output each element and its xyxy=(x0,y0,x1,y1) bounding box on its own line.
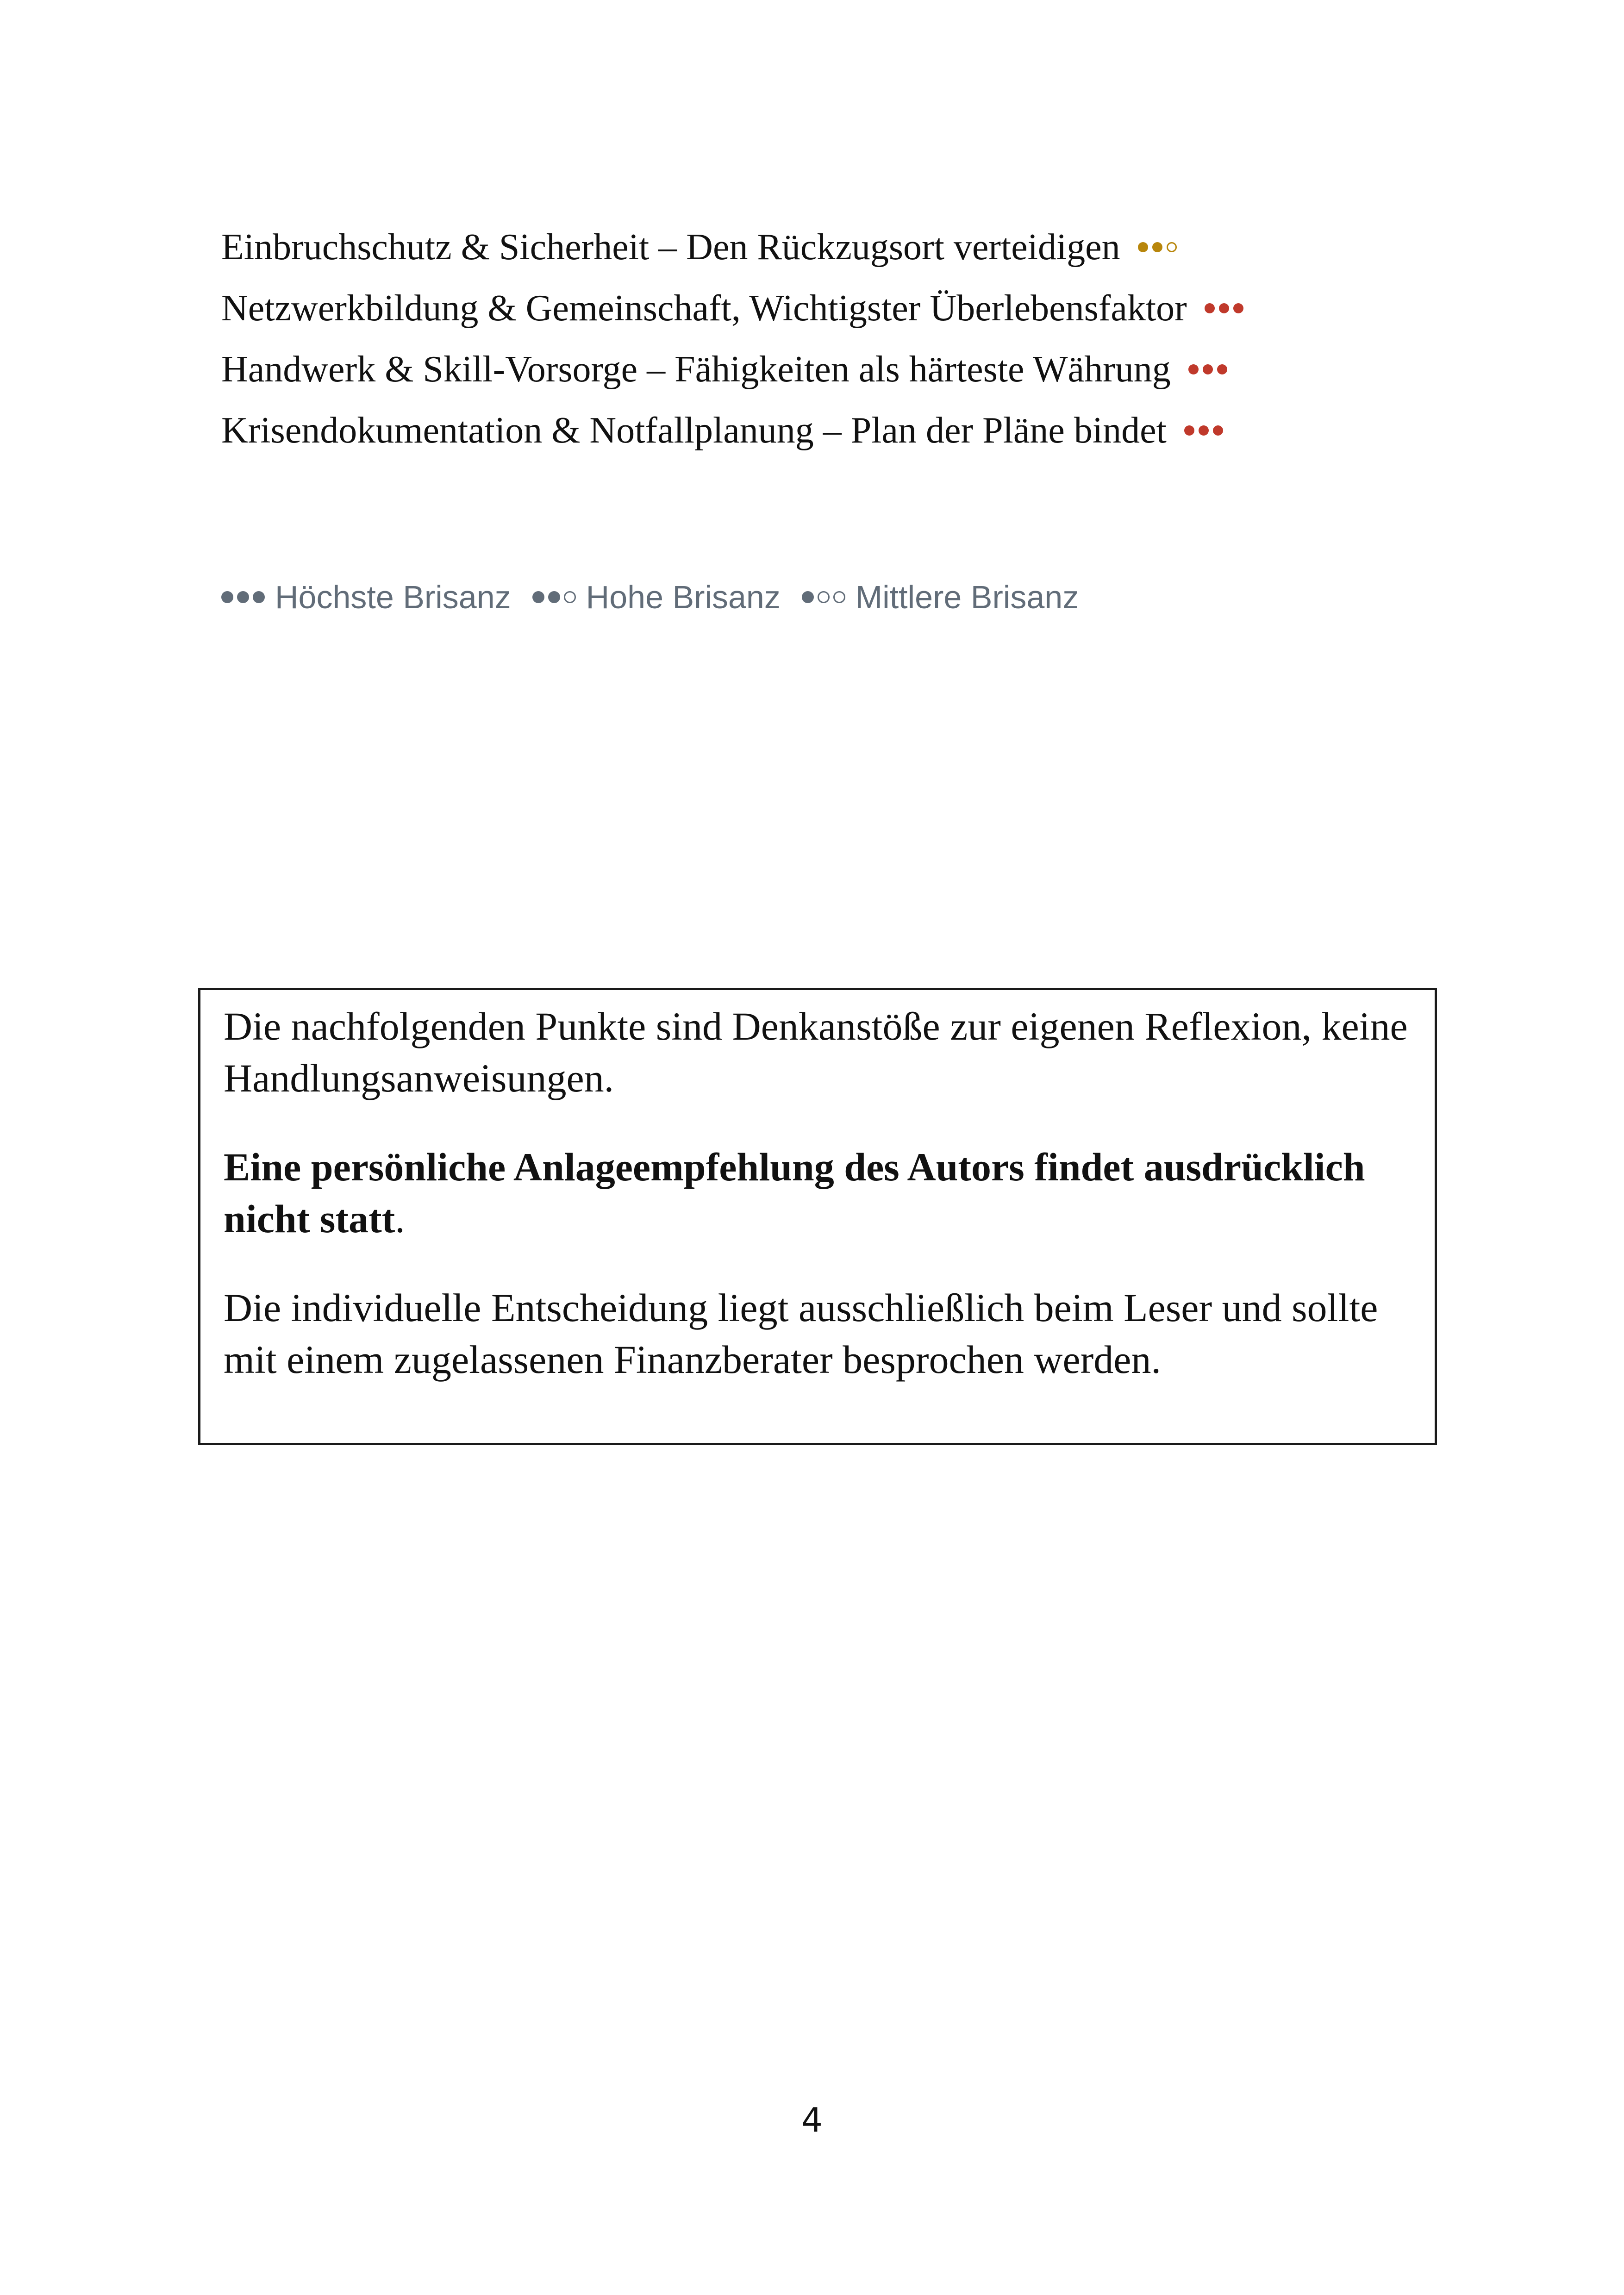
brisanz-rating-icon xyxy=(1184,425,1223,436)
filled-dot-icon xyxy=(1217,364,1227,374)
filled-dot-icon xyxy=(548,591,560,603)
topic-title: Einbruchschutz & Sicherheit – Den Rückzugsort verteidigen xyxy=(221,227,1120,268)
disclaimer-period: . xyxy=(395,1197,405,1241)
topic-item xyxy=(221,400,1471,461)
filled-dot-icon xyxy=(532,591,544,603)
legend-label: Höchste Brisanz xyxy=(275,579,511,615)
filled-dot-icon xyxy=(221,591,233,603)
page-number: 4 xyxy=(801,2101,823,2139)
filled-dot-icon xyxy=(802,591,814,603)
disclaimer-bold-statement: Eine persönliche Anlageempfehlung des Autors findet ausdrücklich nicht statt xyxy=(224,1145,1365,1241)
disclaimer-paragraph-2 xyxy=(224,1141,1412,1245)
legend-item-hoechste xyxy=(221,574,511,620)
filled-dot-icon xyxy=(1205,303,1215,313)
legend-item-hohe xyxy=(532,574,781,620)
brisanz-rating-icon xyxy=(1138,242,1177,252)
legend-dots-icon xyxy=(532,591,576,603)
topic-list xyxy=(221,217,1471,461)
empty-dot-icon xyxy=(833,591,845,603)
topic-item xyxy=(221,217,1471,278)
empty-dot-icon xyxy=(1167,242,1177,252)
disclaimer-paragraph-3: Die individuelle Entscheidung liegt ausschließlich beim Leser und sollte mit einem zugelassenen Finanzberater besprochen werden. xyxy=(224,1285,1378,1382)
topic-item xyxy=(221,339,1471,400)
legend-label: Hohe Brisanz xyxy=(586,579,781,615)
brisanz-rating-icon xyxy=(1205,303,1243,313)
filled-dot-icon xyxy=(1199,425,1209,436)
disclaimer-box xyxy=(198,988,1437,1445)
filled-dot-icon xyxy=(1152,242,1162,252)
legend-dots-icon xyxy=(221,591,265,603)
filled-dot-icon xyxy=(1203,364,1213,374)
empty-dot-icon xyxy=(564,591,576,603)
filled-dot-icon xyxy=(253,591,265,603)
empty-dot-icon xyxy=(818,591,830,603)
topic-title: Netzwerkbildung & Gemeinschaft, Wichtigster Überlebensfaktor xyxy=(221,288,1187,329)
brisanz-rating-icon xyxy=(1188,364,1227,374)
topic-title: Krisendokumentation & Notfallplanung – Plan der Pläne bindet xyxy=(221,410,1167,451)
filled-dot-icon xyxy=(1213,425,1223,436)
legend-label: Mittlere Brisanz xyxy=(855,579,1079,615)
brisanz-legend xyxy=(221,574,1100,620)
filled-dot-icon xyxy=(1219,303,1229,313)
topic-item xyxy=(221,278,1471,339)
disclaimer-paragraph-1: Die nachfolgenden Punkte sind Denkanstöße zur eigenen Reflexion, keine Handlungsanweisungen. xyxy=(224,1004,1408,1100)
filled-dot-icon xyxy=(237,591,249,603)
filled-dot-icon xyxy=(1188,364,1199,374)
filled-dot-icon xyxy=(1233,303,1243,313)
filled-dot-icon xyxy=(1184,425,1194,436)
legend-item-mittlere xyxy=(802,574,1079,620)
topic-title: Handwerk & Skill-Vorsorge – Fähigkeiten als härteste Währung xyxy=(221,349,1171,390)
legend-dots-icon xyxy=(802,591,845,603)
filled-dot-icon xyxy=(1138,242,1148,252)
